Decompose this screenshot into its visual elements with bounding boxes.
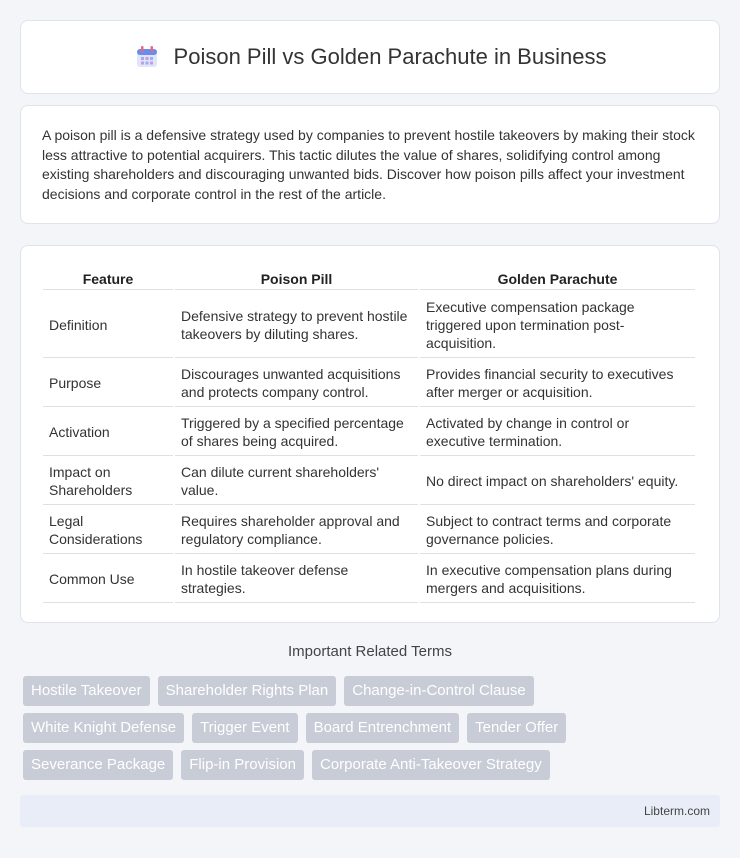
tag-row (23, 676, 723, 713)
feature-cell: Impact on Shareholders (43, 458, 173, 505)
related-term-tag[interactable]: Corporate Anti-Takeover Strategy (312, 750, 550, 780)
related-term-tag[interactable]: Tender Offer (467, 713, 566, 743)
golden-parachute-cell: No direct impact on shareholders' equity. (420, 458, 695, 505)
column-header-poison-pill: Poison Pill (175, 266, 418, 290)
footer (20, 795, 720, 827)
related-term-tag[interactable]: Board Entrenchment (306, 713, 460, 743)
feature-cell: Definition (43, 292, 173, 358)
intro-text: A poison pill is a defensive strategy used by companies to prevent hostile takeovers by making their stock less attractive to potential acquirers. This tactic dilutes the value of shares, solidifying control among existing shareholders and discouraging unwanted bids. Discover how poison pills affect your investment decisions and corporate control in the rest of the article. (42, 127, 695, 202)
feature-cell: Legal Considerations (43, 507, 173, 554)
related-terms-title: Important Related Terms (288, 643, 452, 660)
related-term-tag[interactable]: Trigger Event (192, 713, 297, 743)
feature-cell: Purpose (43, 360, 173, 407)
table-row (43, 458, 695, 505)
table-row (43, 507, 695, 554)
golden-parachute-cell: Executive compensation package triggered upon termination post-acquisition. (420, 292, 695, 358)
poison-pill-cell: Triggered by a specified percentage of shares being acquired. (175, 409, 418, 456)
related-term-tag[interactable]: White Knight Defense (23, 713, 184, 743)
golden-parachute-cell: Activated by change in control or executive termination. (420, 409, 695, 456)
golden-parachute-cell: Subject to contract terms and corporate governance policies. (420, 507, 695, 554)
page-title: Poison Pill vs Golden Parachute in Business (173, 44, 607, 69)
table-row (43, 409, 695, 456)
related-term-tag[interactable]: Severance Package (23, 750, 173, 780)
comparison-table (41, 264, 697, 605)
related-term-tag[interactable]: Flip-in Provision (181, 750, 304, 780)
title-card (20, 20, 720, 94)
tag-row (23, 713, 723, 750)
intro-card (20, 105, 720, 224)
feature-cell: Activation (43, 409, 173, 456)
column-header-feature: Feature (43, 266, 173, 290)
table-row (43, 292, 695, 358)
table-header-row (43, 266, 695, 290)
calendar-icon (134, 44, 160, 70)
poison-pill-cell: Requires shareholder approval and regulatory compliance. (175, 507, 418, 554)
poison-pill-cell: Defensive strategy to prevent hostile takeovers by diluting shares. (175, 292, 418, 358)
related-terms-list (23, 676, 723, 787)
comparison-card (20, 245, 720, 623)
poison-pill-cell: Discourages unwanted acquisitions and protects company control. (175, 360, 418, 407)
column-header-golden-parachute: Golden Parachute (420, 266, 695, 290)
related-term-tag[interactable]: Change-in-Control Clause (344, 676, 533, 706)
poison-pill-cell: Can dilute current shareholders' value. (175, 458, 418, 505)
golden-parachute-cell: In executive compensation plans during mergers and acquisitions. (420, 556, 695, 603)
feature-cell: Common Use (43, 556, 173, 603)
table-row (43, 360, 695, 407)
golden-parachute-cell: Provides financial security to executives after merger or acquisition. (420, 360, 695, 407)
tag-row (23, 750, 723, 787)
related-term-tag[interactable]: Hostile Takeover (23, 676, 150, 706)
poison-pill-cell: In hostile takeover defense strategies. (175, 556, 418, 603)
footer-site-link[interactable]: Libterm.com (643, 804, 710, 818)
related-term-tag[interactable]: Shareholder Rights Plan (158, 676, 337, 706)
table-row (43, 556, 695, 603)
